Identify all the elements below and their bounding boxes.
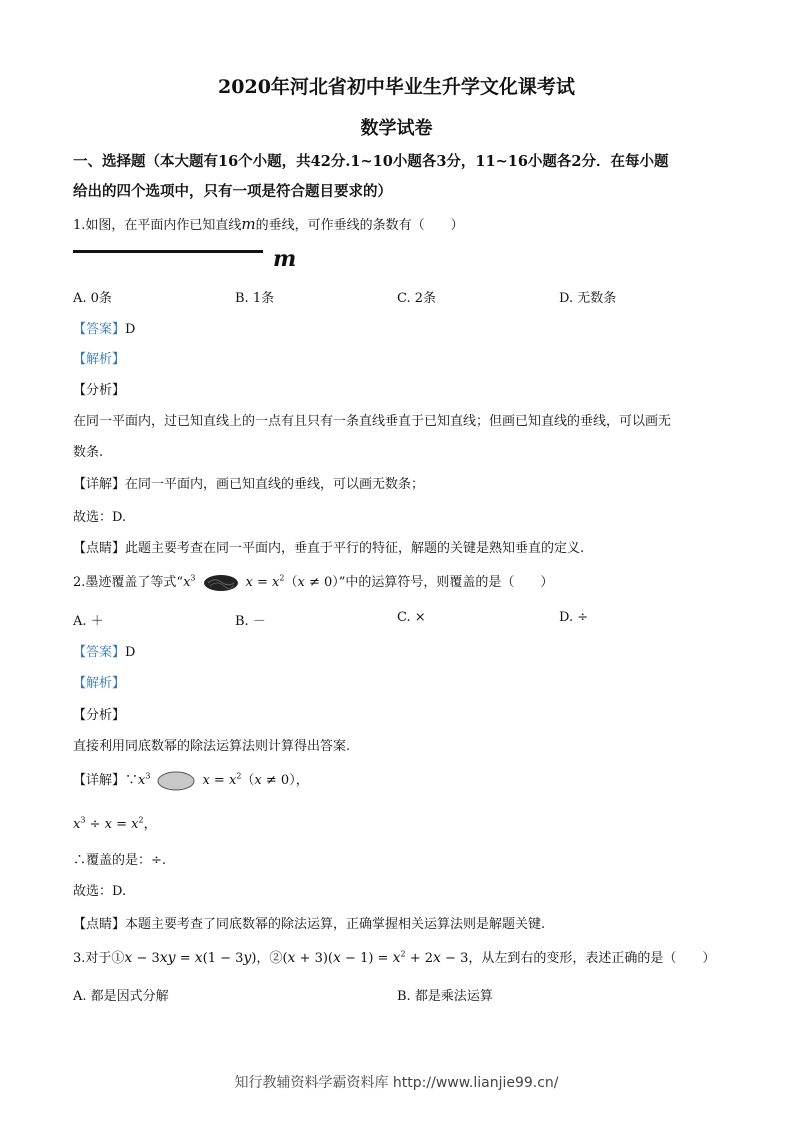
q2-option-c: C. × [397, 610, 426, 625]
q1-fenxi-text2: 数条. [73, 445, 104, 460]
q2-calc-suffix: ， [143, 817, 157, 832]
q3-stem-post: ，从左到右的变形，表述正确的是（ ） [468, 951, 716, 966]
q2-stem-post: ”中的运算符号，则覆盖的是（ ） [338, 575, 554, 590]
q1-stem [73, 214, 464, 233]
q1-stem-pre: 1.如图，在平面内作已知直线 [73, 218, 242, 233]
q2-calc: $x^3 \div x = x^2$， [73, 815, 157, 832]
q1-stem-var: m [241, 215, 256, 233]
q3-stem-mid: ，② [256, 951, 283, 966]
section-heading-line2: 给出的四个选项中，只有一项是符合题目要求的） [73, 183, 392, 200]
grey-oval-icon [156, 771, 196, 791]
q1-answer [73, 318, 135, 337]
q2-option-a: A. ＋ [73, 614, 104, 629]
q2-dianjing: 【点睛】本题主要考查了同底数幂的除法运算，正确掌握相关运算法则是解题关键. [73, 917, 546, 932]
q1-figure-line [73, 250, 263, 253]
q1-answer-value: D [125, 322, 136, 337]
q2-option-b: B. － [235, 614, 266, 629]
q2-answer-value: D [125, 645, 136, 660]
q2-guxuan: 故选：D. [73, 884, 127, 899]
q1-option-d: D. 无数条 [559, 291, 617, 306]
exam-subtitle: 数学试卷 [360, 118, 433, 139]
q2-xiangjie: 【详解】$\because x^3$ $x = x^2(x \ne 0)$， [73, 769, 309, 791]
q2-option-d: D. ÷ [559, 610, 589, 625]
q2-analysis-tag: 【解析】 [73, 676, 126, 691]
q3-stem: 3.对于①x − 3xy = x(1 − 3y)，②(x + $3)(x - 1) = x^2 + 2x - 3$，从左到右的变形，表述正确的是（ ） [73, 949, 716, 966]
q2-conclusion: ∴覆盖的是：÷. [73, 853, 167, 868]
q1-dianjing: 【点睛】此题主要考查在同一平面内，垂直于平行的特征，解题的关键是熟知垂直的定义. [73, 541, 585, 556]
ink-blot-icon [202, 574, 240, 592]
q1-fenxi-text1: 在同一平面内，过已知直线上的一点有且只有一条直线垂直于已知直线；但画已知直线的垂线，可以画无 [73, 414, 672, 429]
q2-fenxi-text: 直接利用同底数幂的除法运算法则计算得出答案. [73, 739, 351, 754]
q2-answer [73, 641, 135, 660]
section-heading-line1: 一、选择题（本大题有16个小题，共42分.1~10小题各3分，11~16小题各2分．在每小题 [73, 153, 669, 170]
q2-answer-tag: 【答案】 [73, 645, 126, 660]
q2-xiangjie-pre: 【详解】∵ [73, 773, 139, 788]
q1-xiangjie: 【详解】在同一平面内，画已知直线的垂线，可以画无数条； [73, 477, 425, 492]
q1-figure-label: m [273, 246, 297, 272]
q1-option-b: B. 1条 [235, 291, 275, 306]
q2-stem: 2.墨迹覆盖了等式“$x^3$ $x = x^2(x \ne 0)$”中的运算符号，则覆盖的是（ ） [73, 573, 554, 590]
q2-fenxi-tag: 【分析】 [73, 708, 126, 723]
q1-fenxi-tag: 【分析】 [73, 383, 126, 398]
exam-title: 2020年河北省初中毕业生升学文化课考试 [218, 76, 575, 98]
q1-option-c: C. 2条 [397, 291, 437, 306]
q1-guxuan: 故选：D. [73, 510, 127, 525]
q2-stem-pre: 2.墨迹覆盖了等式“ [73, 575, 184, 590]
q3-stem-pre: 3.对于① [73, 951, 125, 966]
q1-analysis-tag: 【解析】 [73, 352, 126, 367]
q1-answer-tag: 【答案】 [73, 322, 126, 337]
q1-stem-post: 的垂线，可作垂线的条数有（ ） [255, 218, 464, 233]
q3-option-b: B. 都是乘法运算 [397, 989, 493, 1004]
q1-option-a: A. 0条 [73, 291, 112, 306]
footer-watermark: 知行教辅资料学霸资料库 http://www.lianjie99.cn/ [234, 1075, 559, 1091]
q3-option-a: A. 都是因式分解 [73, 989, 169, 1004]
